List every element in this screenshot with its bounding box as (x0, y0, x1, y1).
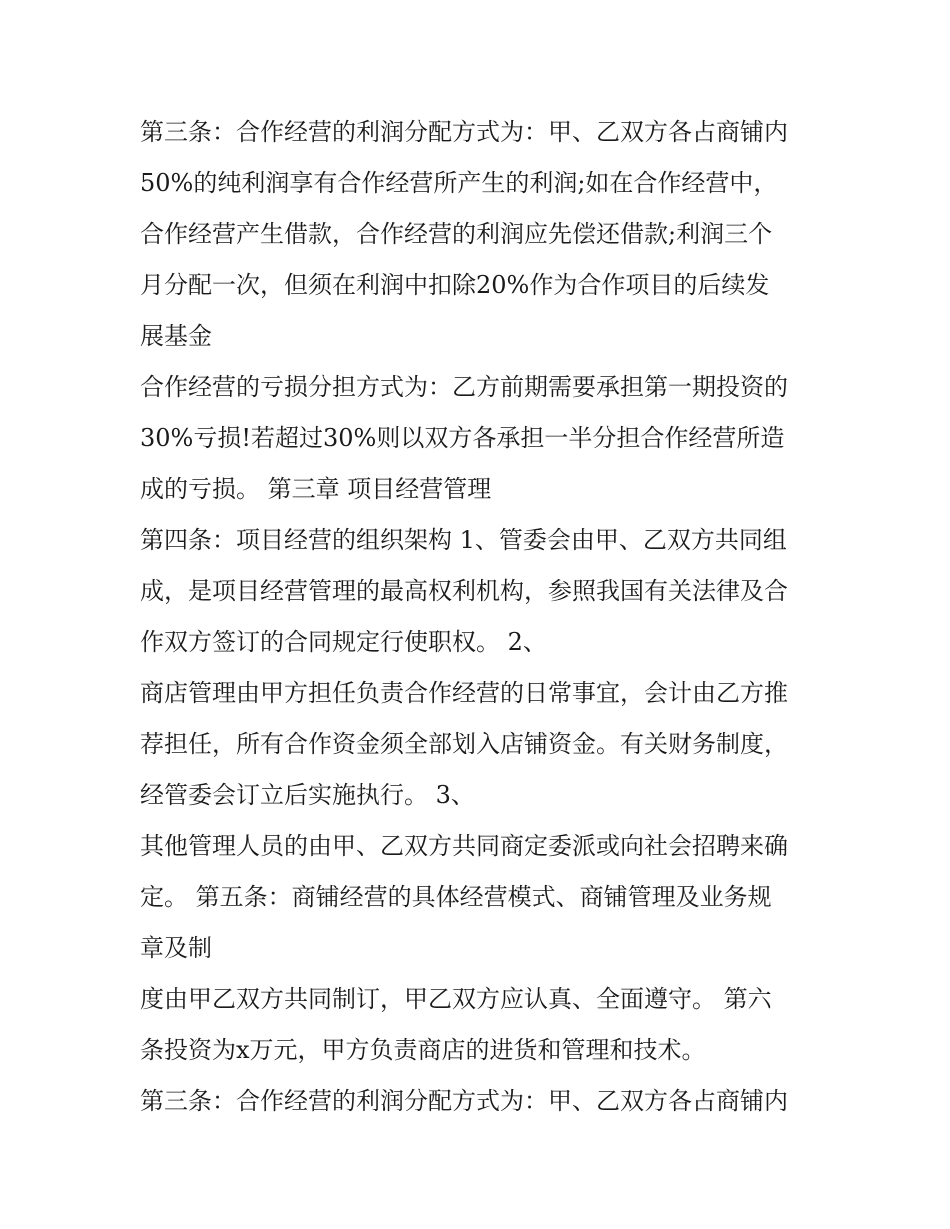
text-line: 作双方签订的合同规定行使职权。 2、 (140, 628, 547, 656)
text-line: 30%亏损!若超过30%则以双方各承担一半分担合作经营所造 (140, 424, 785, 452)
text-line: 第四条：项目经营的组织架构 1、管委会由甲、乙双方共同组 (140, 526, 787, 554)
text-line: 章及制 (140, 934, 212, 962)
text-line: 合作经营的亏损分担方式为：乙方前期需要承担第一期投资的 (140, 373, 788, 401)
text-line: 定。 第五条：商铺经营的具体经营模式、商铺管理及业务规 (140, 883, 772, 911)
text-line: 商店管理由甲方担任负责合作经营的日常事宜，会计由乙方推 (140, 679, 788, 707)
text-line: 荐担任，所有合作资金须全部划入店铺资金。有关财务制度， (140, 730, 788, 758)
text-line: 度由甲乙双方共同制订，甲乙双方应认真、全面遵守。 第六 (140, 985, 772, 1013)
text-line: 月分配一次，但须在利润中扣除20%作为合作项目的后续发 (140, 271, 770, 299)
text-line: 展基金 (140, 322, 212, 350)
text-line: 成，是项目经营管理的最高权利机构，参照我国有关法律及合 (140, 577, 788, 605)
text-line: 经管委会订立后实施执行。 3、 (140, 781, 475, 809)
text-line: 合作经营产生借款，合作经营的利润应先偿还借款;利润三个 (140, 220, 773, 248)
text-line: 条投资为x万元，甲方负责商店的进货和管理和技术。 (140, 1036, 706, 1064)
document-body (140, 107, 820, 1127)
text-line: 成的亏损。 第三章 项目经营管理 (140, 475, 492, 503)
text-line: 第三条：合作经营的利润分配方式为：甲、乙双方各占商铺内 (140, 118, 788, 146)
text-line: 其他管理人员的由甲、乙双方共同商定委派或向社会招聘来确 (140, 832, 788, 860)
text-line: 第三条：合作经营的利润分配方式为：甲、乙双方各占商铺内 (140, 1087, 788, 1115)
text-line: 50%的纯利润享有合作经营所产生的利润;如在合作经营中， (140, 169, 778, 197)
